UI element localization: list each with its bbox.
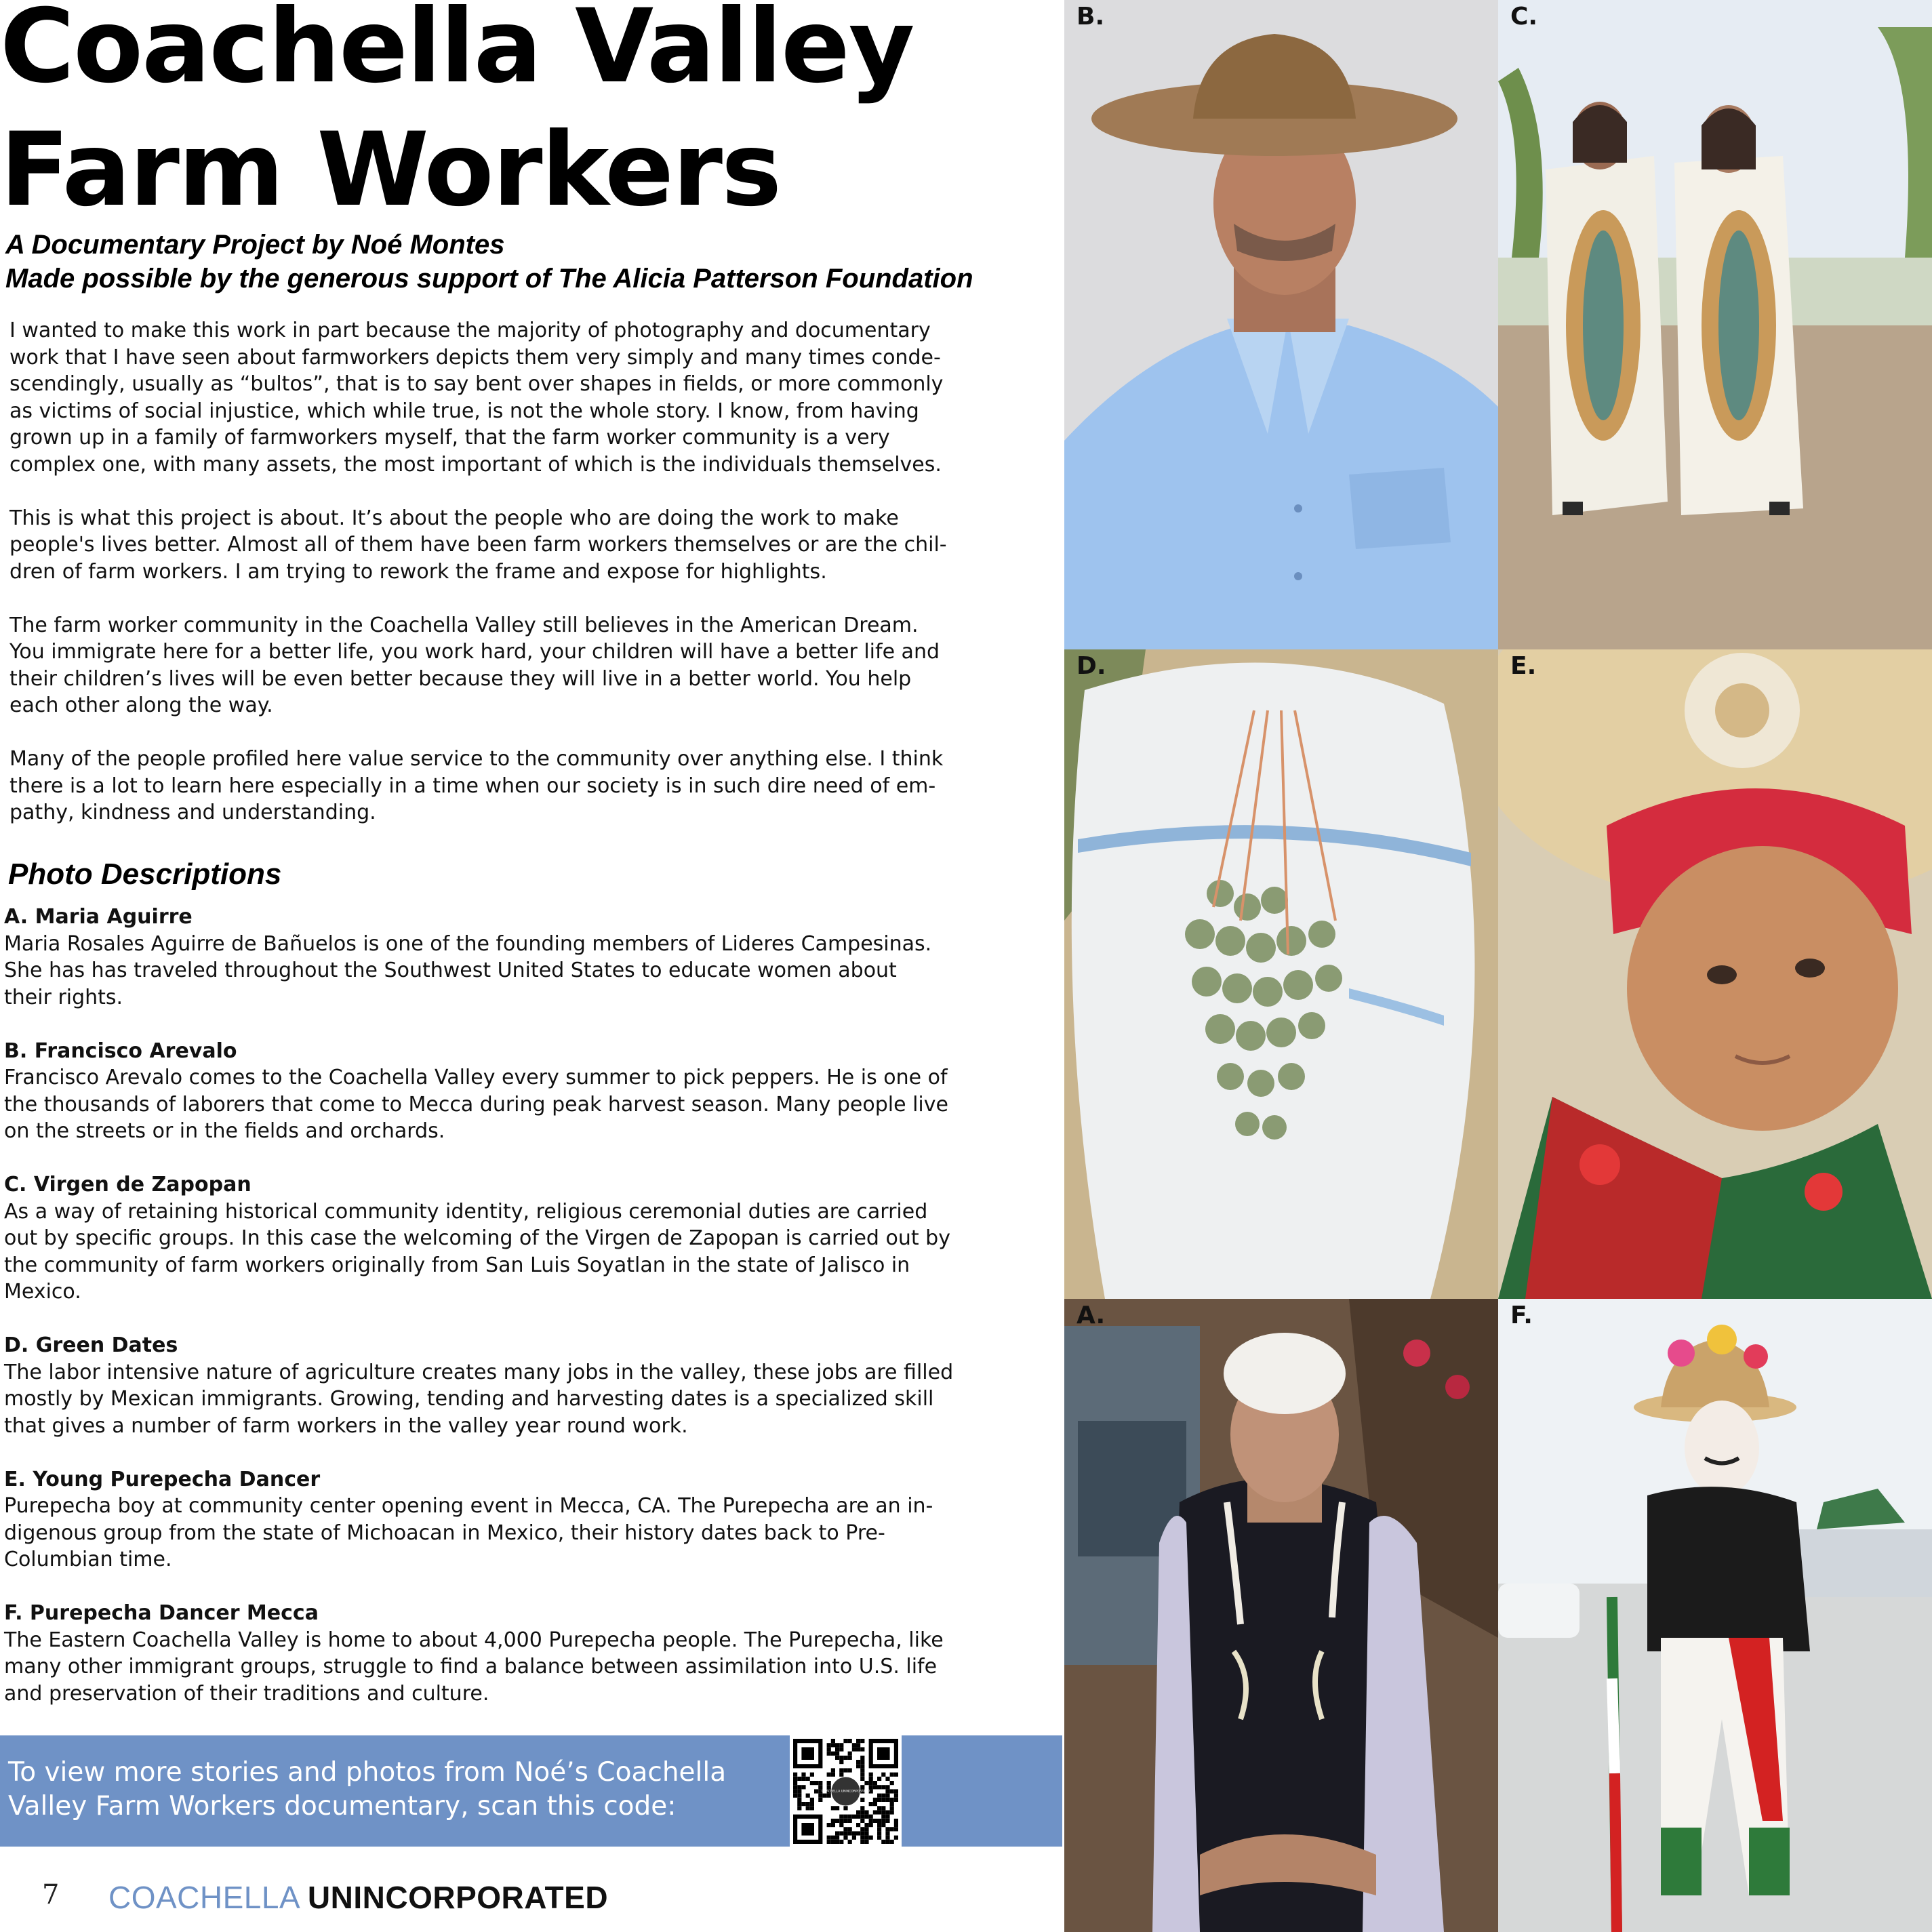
photo-f-purepecha-dancer-mecca — [1498, 1299, 1932, 1932]
photo-description-line: many other immigrant groups, struggle to find a balance between assimilation into U.S. life — [4, 1655, 938, 1678]
photo-d-green-dates — [1064, 649, 1498, 1299]
photo-label-c: C. — [1510, 3, 1538, 31]
photo-description-line: out by specific groups. In this case the welcoming of the Virgen de Zapopan is carried out by — [4, 1226, 950, 1250]
photo-description — [4, 1038, 1028, 1145]
intro-line: pathy, kindness and understanding. — [9, 801, 376, 824]
photo-description-line: The labor intensive nature of agriculture creates many jobs in the valley, these jobs are filled — [4, 1360, 954, 1384]
subtitle-line-1: A Documentary Project by Noé Montes — [5, 230, 505, 260]
intro-line: This is what this project is about. It’s about the people who are doing the work to make — [9, 506, 899, 530]
photo-description-line: Columbian time. — [4, 1548, 172, 1571]
intro-line: as victims of social injustice, which while true, is not the whole story. I know, from having — [9, 399, 919, 423]
photo-description-line: the community of farm workers originally from San Luis Soyatlan in the state of Jalisco in — [4, 1253, 910, 1277]
banner-line-1: To view more stories and photos from Noé’s Coachella — [8, 1757, 727, 1788]
photo-description-line: that gives a number of farm workers in the valley year round work. — [4, 1413, 688, 1438]
photo-c-virgen-de-zapopan — [1498, 0, 1932, 649]
intro-line: I wanted to make this work in part because the majority of photography and documentary — [9, 319, 931, 342]
photo-a-maria-aguirre — [1064, 1299, 1498, 1932]
publication-brand — [108, 1879, 608, 1916]
qr-banner — [0, 1735, 1062, 1847]
qr-code[interactable] — [790, 1735, 902, 1847]
photo-description-line: and preservation of their traditions and culture. — [4, 1681, 489, 1706]
intro-line: each other along the way. — [9, 693, 273, 717]
intro-paragraph — [9, 612, 1026, 719]
photo-label-a: A. — [1076, 1302, 1106, 1329]
page-title — [0, 0, 914, 232]
intro-paragraph — [9, 746, 1026, 826]
subtitle — [5, 228, 973, 296]
intro-line: grown up in a family of farmworkers myself, that the farm worker community is a very — [9, 426, 890, 449]
photo-description-line: their rights. — [4, 985, 123, 1009]
intro-line: The farm worker community in the Coachella Valley still believes in the American Dream. — [9, 613, 919, 637]
photo-description-line: on the streets or in the fields and orchards. — [4, 1119, 445, 1143]
photo-description-line: Mexico. — [4, 1280, 81, 1304]
intro-line: there is a lot to learn here especially in a time when our society is in such dire need of em- — [9, 773, 936, 798]
intro-line: people's lives better. Almost all of them have been farm workers themselves or are the chil- — [9, 533, 947, 557]
intro-line: You immigrate here for a better life, you work hard, your children will have a better life and — [9, 640, 940, 664]
photo-description — [4, 1600, 1028, 1707]
photo-descriptions-heading: Photo Descriptions — [8, 858, 282, 891]
photo-description-heading: A. Maria Aguirre — [4, 905, 193, 929]
photo-description — [4, 1171, 1028, 1306]
photo-description-heading: F. Purepecha Dancer Mecca — [4, 1601, 319, 1625]
title-line-2: Farm Workers — [0, 111, 781, 229]
photo-description-line: mostly by Mexican immigrants. Growing, tending and harvesting dates is a specialized skill — [4, 1387, 934, 1411]
photo-description-line: the thousands of laborers that come to Mecca during peak harvest season. Many people live — [4, 1092, 948, 1116]
subtitle-line-2: Made possible by the generous support of The Alicia Patterson Foundation — [5, 264, 973, 294]
photo-label-b: B. — [1076, 3, 1105, 31]
intro-line: their children’s lives will be even better because they will live in a better world. You help — [9, 666, 912, 691]
photo-description-heading: C. Virgen de Zapopan — [4, 1173, 251, 1196]
photo-description-line: Francisco Arevalo comes to the Coachella Valley every summer to pick peppers. He is one of — [4, 1066, 948, 1089]
photo-label-d: D. — [1076, 652, 1106, 680]
photo-description-line: Maria Rosales Aguirre de Bañuelos is one of the founding members of Lideres Campesinas. — [4, 931, 932, 956]
intro-text — [9, 317, 1026, 853]
page-number: 7 — [42, 1879, 60, 1910]
qr-logo-text: COACHELLA UNINCORPORATED — [822, 1790, 870, 1794]
photo-description — [4, 1466, 1028, 1573]
photo-description-heading: B. Francisco Arevalo — [4, 1039, 237, 1063]
photo-description — [4, 904, 1028, 1011]
photo-label-f: F. — [1510, 1302, 1533, 1329]
photo-description-line: digenous group from the state of Michoacan in Mexico, their history dates back to Pre- — [4, 1521, 885, 1545]
intro-line: Many of the people profiled here value service to the community over anything else. I think — [9, 747, 944, 771]
photo-description-line: She has has traveled throughout the Southwest United States to educate women about — [4, 959, 897, 982]
intro-line: scendingly, usually as “bultos”, that is to say bent over shapes in fields, or more commonly — [9, 372, 944, 396]
intro-paragraph — [9, 505, 1026, 586]
photo-description-heading: E. Young Purepecha Dancer — [4, 1467, 321, 1491]
intro-line: complex one, with many assets, the most important of which is the individuals themselves. — [9, 452, 942, 477]
title-line-1: Coachella Valley — [0, 0, 914, 106]
photo-description-line: The Eastern Coachella Valley is home to about 4,000 Purepecha people. The Purepecha, like — [4, 1628, 944, 1652]
photo-description-line: As a way of retaining historical community identity, religious ceremonial duties are carried — [4, 1199, 928, 1224]
photo-descriptions — [4, 904, 1028, 1734]
intro-paragraph — [9, 317, 1026, 478]
banner-line-2: Valley Farm Workers documentary, scan this code: — [8, 1791, 677, 1822]
photo-e-young-purepecha-dancer — [1498, 649, 1932, 1299]
photo-b-francisco-arevalo — [1064, 0, 1498, 649]
intro-line: work that I have seen about farmworkers depicts them very simply and many times conde- — [9, 345, 941, 369]
photo-description-heading: D. Green Dates — [4, 1333, 178, 1357]
intro-line: dren of farm workers. I am trying to rework the frame and expose for highlights. — [9, 559, 827, 584]
photo-label-e: E. — [1510, 652, 1537, 680]
banner-text — [8, 1756, 788, 1824]
brand-unincorporated: UNINCORPORATED — [307, 1880, 609, 1915]
photo-description-line: Purepecha boy at community center opening event in Mecca, CA. The Purepecha are an in- — [4, 1494, 933, 1518]
photo-description — [4, 1332, 1028, 1439]
brand-coachella: COACHELLA — [108, 1880, 299, 1915]
